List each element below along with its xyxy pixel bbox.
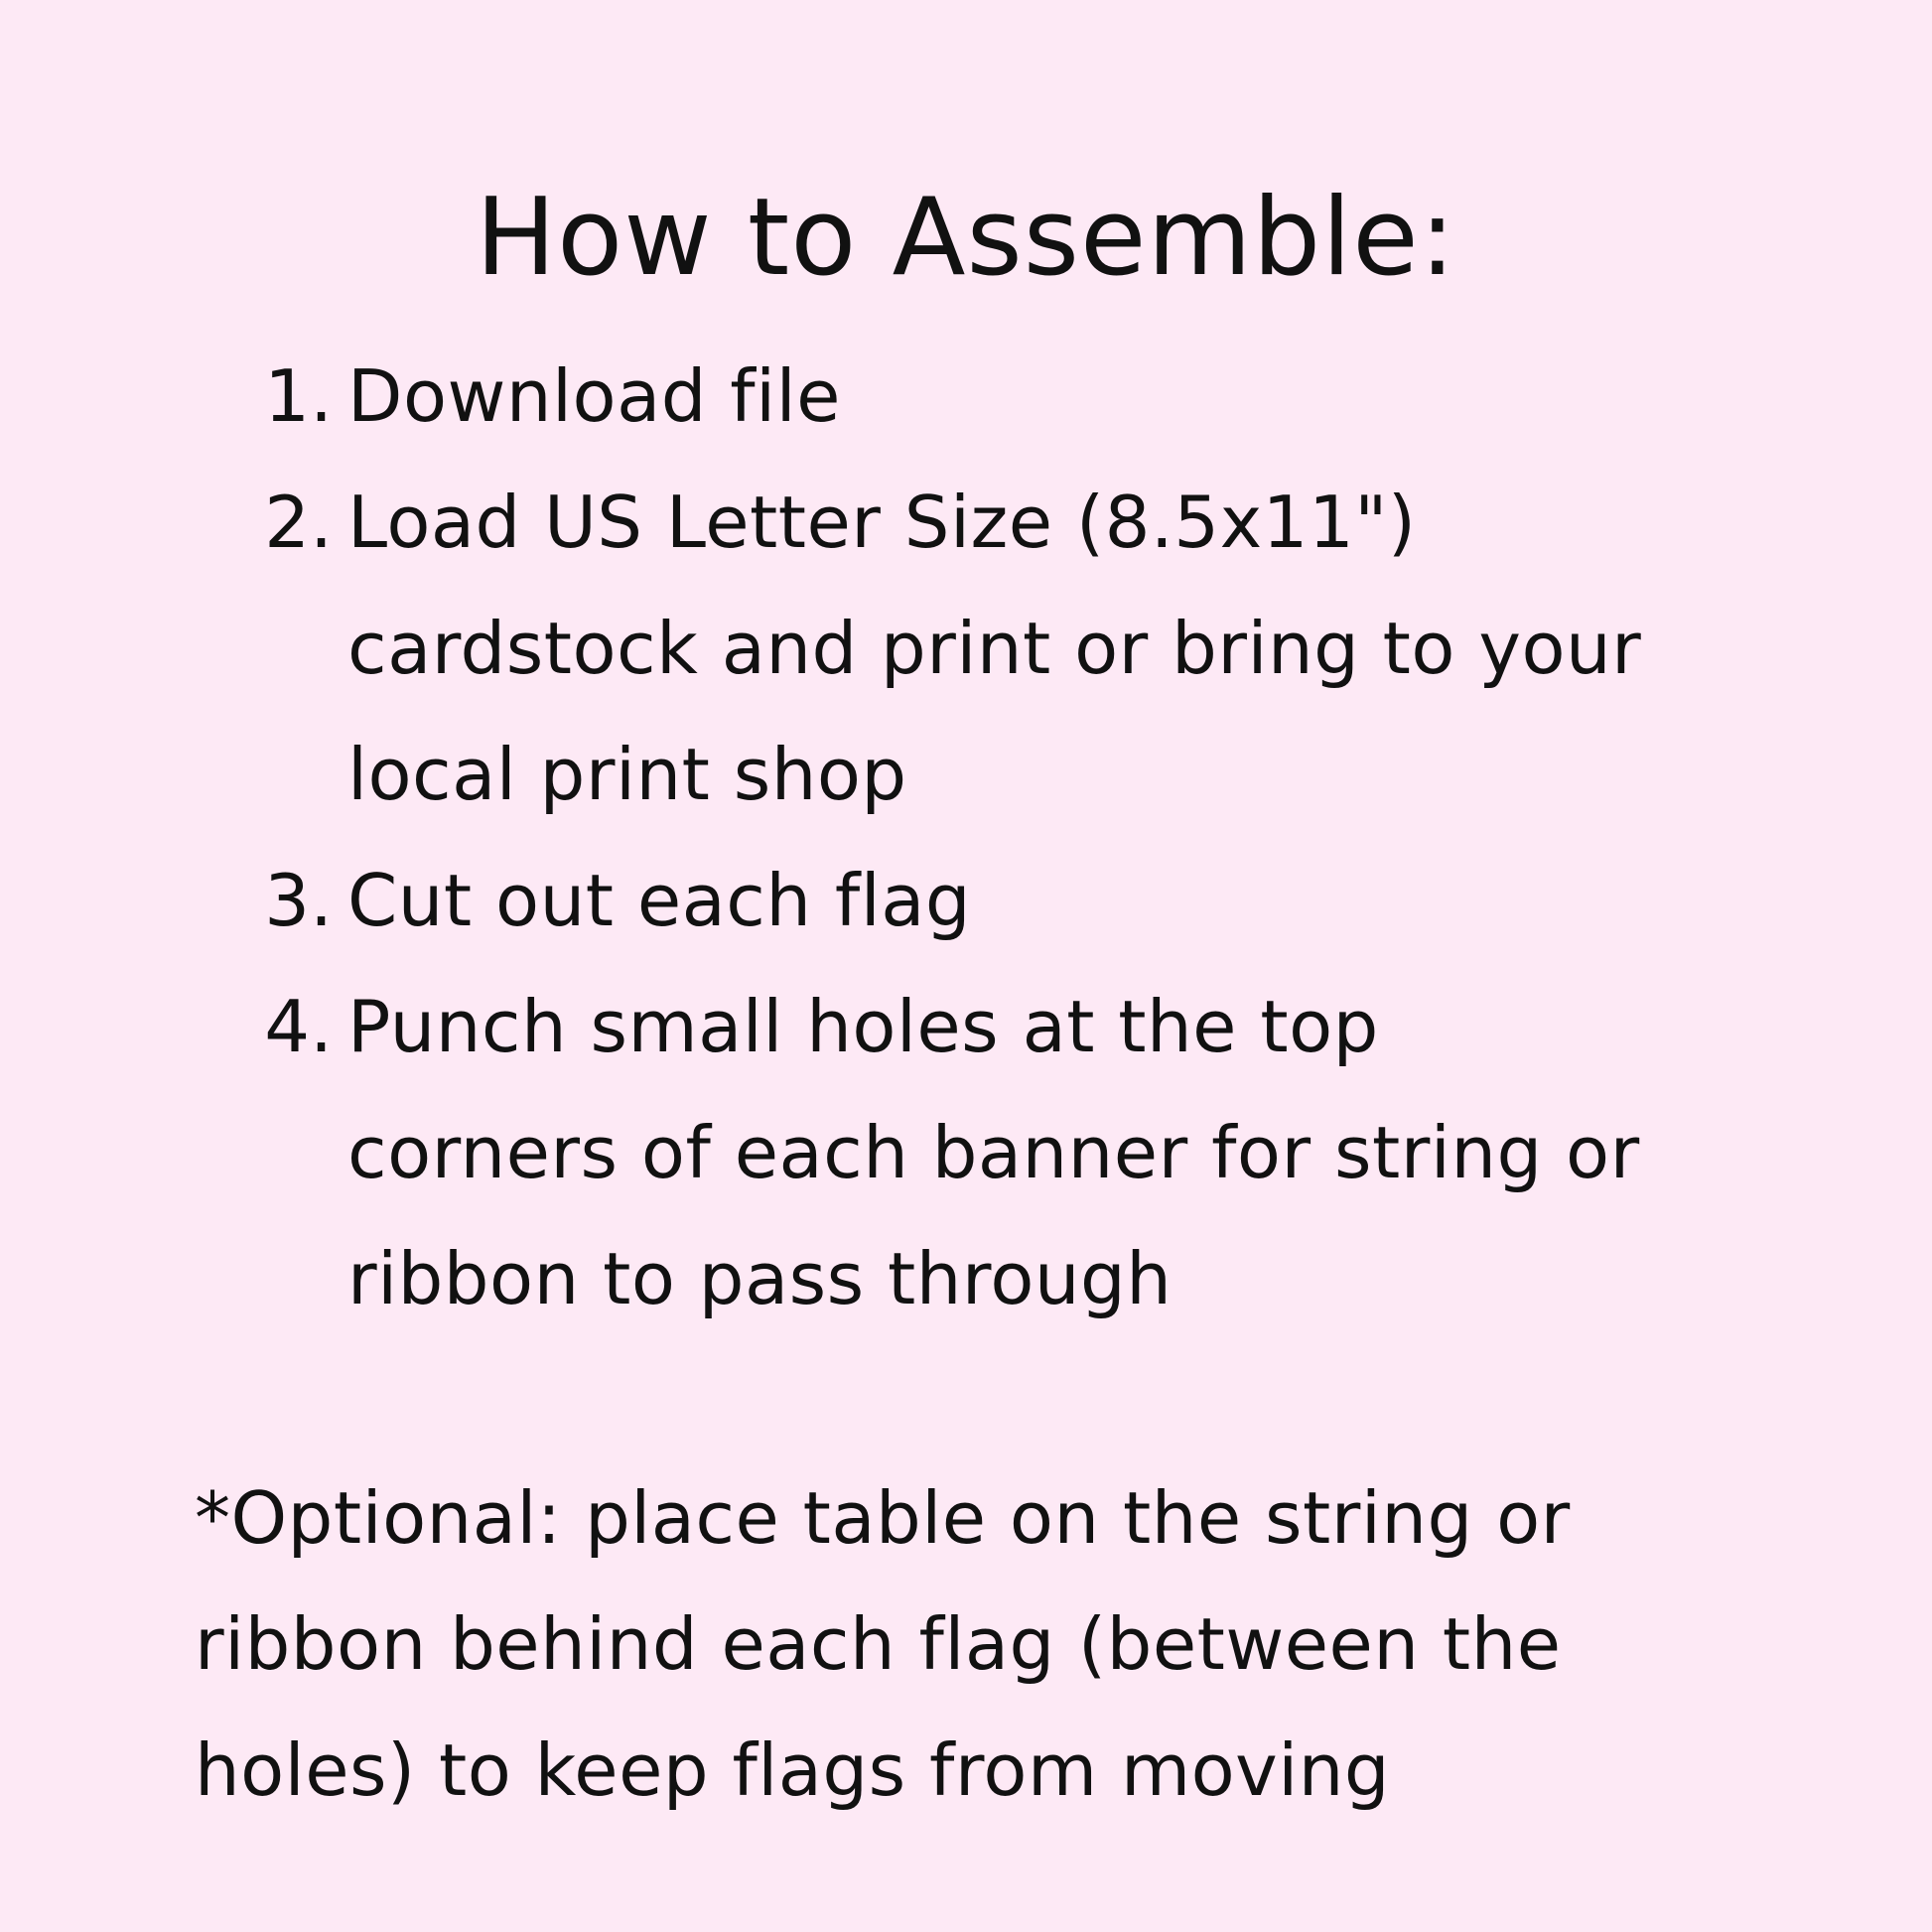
assembly-steps-list [0,334,1932,1342]
step-text [347,838,1757,964]
step-text [347,334,1757,460]
step-line: local print shop [347,733,907,816]
optional-note [195,1455,1783,1834]
step-item-4 [0,964,1932,1342]
step-number: 4. [264,985,333,1068]
step-line: cardstock and print or bring to your [347,607,1642,690]
step-text [347,460,1757,838]
note-line: holes) to keep flags from moving [195,1728,1391,1812]
step-item-2 [0,460,1932,838]
step-line: corners of each banner for string or [347,1111,1640,1194]
step-text [347,964,1757,1342]
step-number: 2. [264,481,333,564]
note-line: ribbon behind each flag (between the [195,1602,1562,1686]
step-line: ribbon to pass through [347,1237,1173,1320]
step-item-1 [0,334,1932,460]
step-item-3 [0,838,1932,964]
step-number: 1. [264,354,333,438]
step-line: Download file [347,354,841,438]
step-line: Punch small holes at the top [347,985,1379,1068]
page-title: How to Assemble: [475,176,1457,300]
step-line: Load US Letter Size (8.5x11") [347,481,1417,564]
step-line: Cut out each flag [347,859,972,942]
step-number: 3. [264,859,333,942]
note-line: *Optional: place table on the string or [195,1476,1571,1560]
